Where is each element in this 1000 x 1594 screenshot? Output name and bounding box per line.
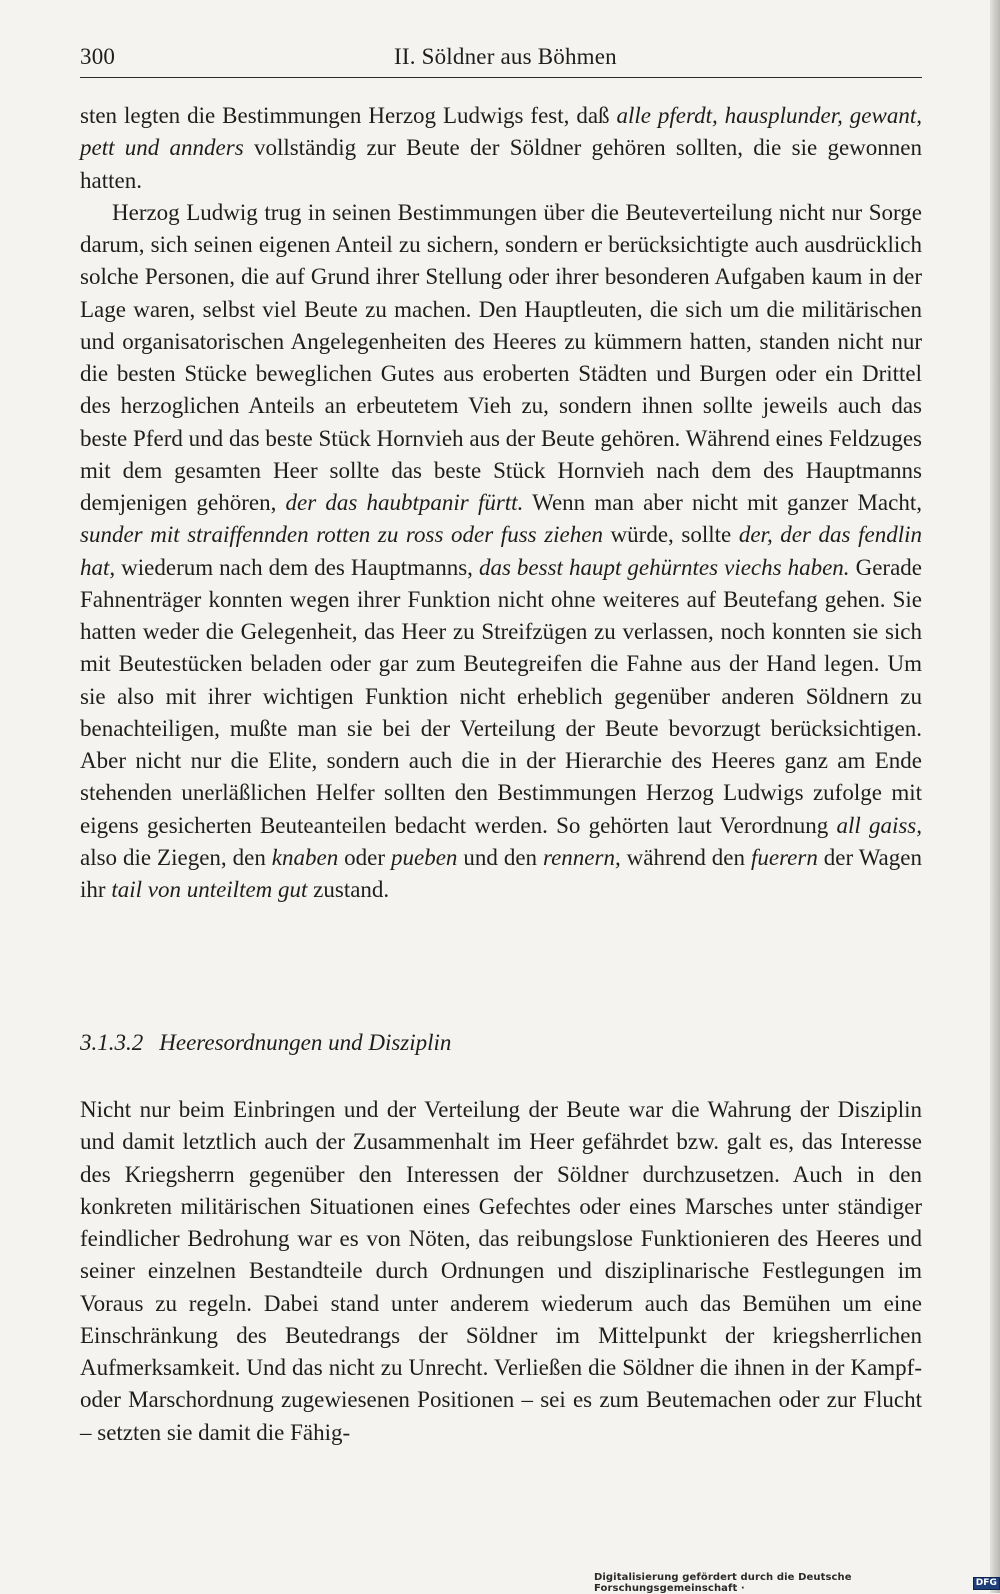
quoted-source-text: der, der das fendlin hat, xyxy=(80,522,922,580)
quoted-source-text: der das haubtpanir fürtt. xyxy=(285,490,524,515)
text-run: Gerade Fahnenträger konnten wegen ihrer Funktion nicht ohne weiteres auf Beutefang gehen. Sie hatten weder die Gelegenheit, das Heer zu Streifzügen zu verlassen, noch konnten sie sich mit Beutestücken beladen oder gar zum Beutegreifen die Fahne aus der Hand legen. Um sie also mit ihrer wichtigen Funktion nicht erheblich gegenüber anderen Söldnern zu benachteiligen, mußte man sie bei der Verteilung der Beute bevorzugt berücksichtigen. Aber nicht nur die Elite, sondern auch die in der Hierarchie des Heeres ganz am Ende stehenden unerläßlichen Helfer sollten den Bestimmungen Herzog Ludwigs zufolge mit eigens gesicherten Beuteanteilen bedacht werden. So gehörten laut Verordnung xyxy=(80,554,922,838)
text-run: sten legten die Bestimmungen Herzog Ludwigs fest, daß xyxy=(80,103,617,128)
header-rule xyxy=(80,77,922,78)
text-run: Nicht nur beim Einbringen und der Verteilung der Beute war die Wahrung der Disziplin und damit letztlich auch der Zusammenhalt im Heer gefährdet bzw. galt es, das Interesse des Kriegsherrn gegenüber den Interessen der Söldner durchzusetzen. Auch in den konkreten militärischen Situationen eines Gefechtes oder eines Marsches unter ständiger feindlicher Bedrohung war es von Nöten, das reibungslose Funktionieren des Heeres und seiner einzelnen Bestandteile durch Ordnungen und disziplinarische Festlegungen im Voraus zu regeln. Dabei stand unter anderem wiederum auch das Bemühen um eine Einschränkung des Beutedrangs der Söldner im Mittelpunkt der kriegsherrlichen Aufmerksamkeit. Und das nicht zu Unrecht. Verließen die Söldner die ihnen in der Kampf- oder Marschordnung zugewiesenen Positionen – sei es zum Beutemachen oder zur Flucht – setzten sie damit die Fähig- xyxy=(80,1097,922,1445)
dfg-logo: DFG xyxy=(973,1577,1000,1590)
text-run: Herzog Ludwig trug in seinen Bestimmungen über die Beuteverteilung nicht nur Sorge darum, sich seinen eigenen Anteil zu sichern, sondern er berücksichtigte auch ausdrücklich solche Personen, die auf Grund ihrer Stellung oder ihrer besonderen Aufgaben kaum in der Lage waren, selbst viel Beute zu machen. Den Hauptleuten, die sich um die militärischen und organisatorischen Angelegenheiten des Heeres zu kümmern hatten, standen nicht nur die besten Stücke beweglichen Gutes aus eroberten Städten und Burgen oder ein Drittel des herzoglichen Anteils an erbeutetem Vieh zu, sondern ihnen sollte jeweils auch das beste Pferd und das beste Stück Hornvieh aus der Beute gehören. Während eines Feldzuges mit dem gesamten Heer sollte das beste Stück Hornvieh nach dem des Hauptmanns demjenigen gehören, xyxy=(80,199,922,515)
section-number: 3.1.3.2 xyxy=(80,1030,144,1055)
text-run: Wenn man aber nicht mit ganzer Macht, xyxy=(523,490,922,515)
body-text-bottom xyxy=(80,1094,922,1449)
page-header xyxy=(80,44,922,74)
digitization-credit xyxy=(594,1572,1000,1594)
page-edge xyxy=(990,0,1000,1593)
paragraph xyxy=(80,1094,922,1449)
text-run: wiederum nach dem des Hauptmanns, xyxy=(115,554,479,580)
text-run: oder xyxy=(338,844,391,870)
quoted-source-text: fuerern xyxy=(750,844,818,870)
quoted-source-text: rennern, xyxy=(542,844,621,870)
section-title: Heeresordnungen und Disziplin xyxy=(159,1030,452,1055)
text-run: der Wagen ihr xyxy=(80,844,922,902)
text-run: vollständig zur Beute der Söldner gehören sollten, die sie gewonnen hatten. xyxy=(80,135,922,193)
quoted-source-text: tail von unteiltem gut xyxy=(111,877,308,902)
text-run: und den xyxy=(457,844,543,870)
credit-text: Digitalisierung gefördert durch die Deutsche Forschungsgemeinschaft · xyxy=(594,1572,852,1594)
quoted-source-text: knaben xyxy=(271,844,339,870)
body-text-top xyxy=(80,100,922,906)
quoted-source-text: sunder mit straiffennden rotten zu ross oder fuss ziehen xyxy=(80,522,603,548)
text-run: also die Ziegen, den xyxy=(80,844,272,870)
text-run: würde, sollte xyxy=(602,522,739,548)
text-run: während den xyxy=(620,844,751,870)
quoted-source-text: das besst haupt gehürntes viechs haben. xyxy=(478,554,850,580)
quoted-source-text: all gaiss, xyxy=(836,812,922,838)
quoted-source-text: alle pferdt, hausplunder, gewant, pett und annders xyxy=(80,103,922,161)
paragraph xyxy=(80,197,922,907)
quoted-source-text: pueben xyxy=(390,844,458,870)
page-number: 300 xyxy=(80,44,116,69)
text-run: zustand. xyxy=(307,877,390,902)
paragraph xyxy=(80,100,922,197)
running-title: II. Söldner aus Böhmen xyxy=(394,44,617,69)
section-heading xyxy=(80,1030,451,1056)
